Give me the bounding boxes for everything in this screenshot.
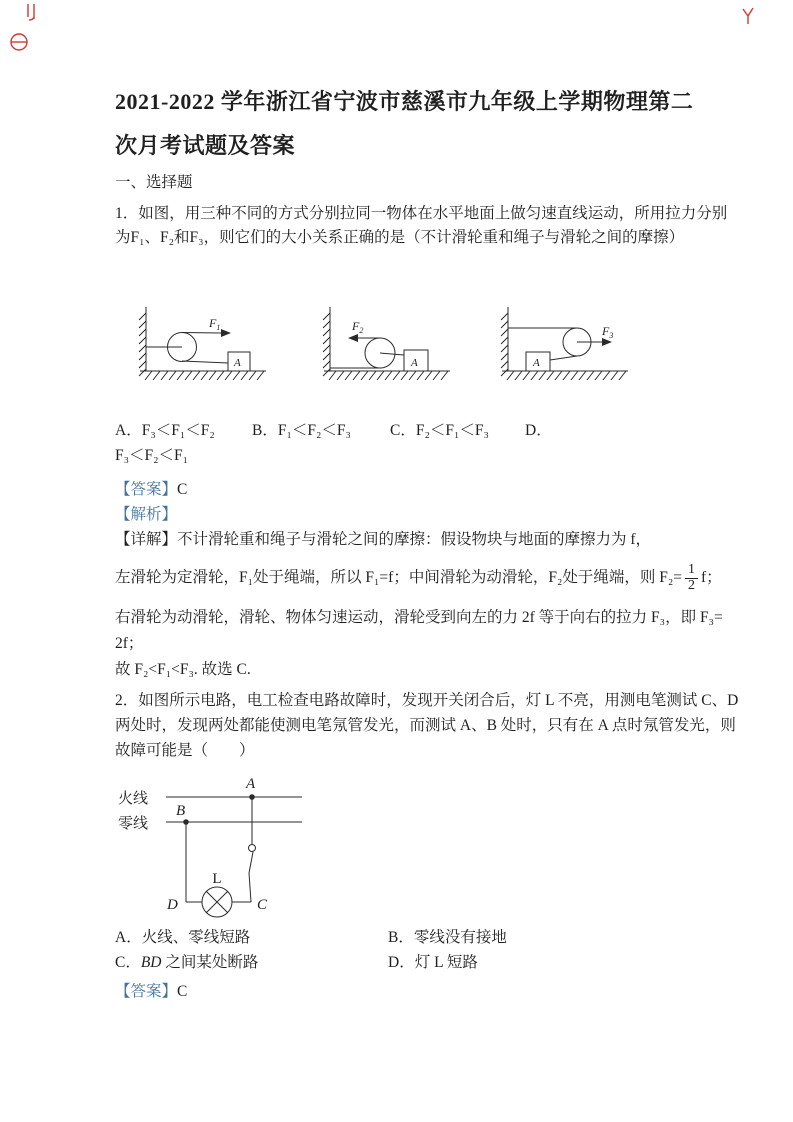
fraction-numerator: 1 (688, 561, 695, 577)
q1-detail-line5: 故 F₂<F₁<F₃. 故选 C. (115, 661, 251, 678)
point-c-label: C (257, 897, 268, 913)
q1-text-line2: 为F₁、F₂和F₃，则它们的大小关系正确的是（不计滑轮重和绳子与滑轮之间的摩擦） (115, 229, 685, 246)
q1-analysis-label: 【解析】 (115, 506, 178, 523)
ground (502, 371, 628, 380)
block-a-label: A (234, 357, 241, 369)
q1-diagram-movable-pulley-right (500, 303, 630, 385)
rope-bottom (182, 361, 228, 363)
q1-diagram-fixed-pulley (138, 303, 268, 385)
q1-text-line1: 1．如图，用三种不同的方式分别拉同一物体在水平地面上做匀速直线运动，所用拉力分别 (115, 205, 728, 222)
q1-detail-line2-pre: 左滑轮为定滑轮，F₁处于绳端，所以 F₁=f；中间滑轮为动滑轮，F₂处于绳端，则 F₂= (115, 569, 682, 586)
ground (324, 371, 450, 380)
q1-detail-line2-post: f； (701, 569, 722, 586)
page-title-line1: 2021-2022 学年浙江省宁波市慈溪市九年级上学期物理第二 (115, 89, 694, 114)
q2-text-line3: 故障可能是（ ） (115, 742, 255, 759)
q1-diagram-movable-pulley-left (322, 303, 452, 385)
answer-label: 【答案】 (115, 983, 178, 1000)
neutral-wire-label: 零线 (118, 816, 149, 832)
fraction-denominator: 2 (685, 578, 698, 594)
q2-circuit-diagram (112, 772, 312, 924)
point-a-label: A (246, 776, 256, 792)
fraction-one-half (685, 563, 698, 593)
q2-text-line2: 两处时，发现两处都能使测电笔氖管发光，而测试 A、B 处时，只有在 A 点时氖管发光，则 (115, 717, 736, 734)
q1-answer-value: C (177, 481, 188, 498)
q1-option-a: A．F₃＜F₁＜F₂ (115, 422, 215, 439)
q1-detail-line1: 【详解】不计滑轮重和绳子与滑轮之间的摩擦：假设物块与地面的摩擦力为 f， (115, 531, 652, 548)
ground (140, 371, 266, 380)
switch-blade (249, 852, 253, 873)
rope-top (182, 333, 221, 334)
block-a-label: A (411, 357, 418, 369)
q2-option-d: D．灯 L 短路 (388, 954, 478, 971)
rope-bottom (550, 356, 577, 360)
point-d-label: D (167, 897, 178, 913)
lamp-label: L (212, 871, 222, 887)
point-b-label: B (176, 803, 186, 819)
answer-label: 【答案】 (115, 481, 178, 498)
q1-answer-row (115, 480, 187, 500)
q2-option-c-bd: BD (140, 954, 162, 971)
q2-option-b: B．零线没有接地 (388, 929, 507, 946)
live-wire-label: 火线 (118, 791, 149, 807)
force-arrowhead (348, 334, 358, 342)
wall (139, 307, 146, 376)
q2-answer-row (115, 982, 187, 1002)
wall (501, 307, 508, 376)
red-watermark-fragment-left (8, 31, 30, 53)
red-watermark-fragment-top-right (740, 6, 756, 26)
q1-option-b: B．F₁＜F₂＜F₃ (252, 422, 351, 439)
q2-option-a: A．火线、零线短路 (115, 929, 251, 946)
section-heading: 一、选择题 (115, 174, 193, 191)
block-a-label: A (533, 357, 540, 369)
wire-switch-to-c (249, 873, 251, 902)
switch-pivot (249, 845, 256, 852)
force-arrowhead (221, 329, 231, 337)
q2-option-c-prefix: C． (115, 954, 141, 971)
force-label-f1: $F_1$ (209, 316, 221, 332)
q1-detail-line3: 右滑轮为动滑轮，滑轮、物体匀速运动，滑轮受到向左的力 2f 等于向右的拉力 F₃，即 F₃= (115, 609, 723, 626)
page-title-line2: 次月考试题及答案 (115, 133, 296, 158)
q1-detail-line4: 2f； (115, 635, 144, 652)
q2-text-line1: 2．如图所示电路，电工检查电路故障时，发现开关闭合后，灯 L 不亮，用测电笔测试 C、D (115, 692, 739, 709)
q1-option-d-continued: F₃＜F₂＜F₁ (115, 447, 189, 464)
q2-option-c-suffix: 之间某处断路 (161, 954, 259, 971)
force-label-f2: $F_2$ (352, 319, 364, 335)
q2-option-c (115, 953, 258, 973)
wall (323, 307, 330, 376)
force-label-f3: $F_3$ (602, 324, 614, 340)
q1-option-c: C．F₂＜F₁＜F₃ (390, 422, 489, 439)
q1-detail-line2 (115, 556, 722, 600)
q2-answer-value: C (177, 983, 188, 1000)
q1-option-d: D． (525, 422, 552, 439)
red-watermark-fragment-top-left (24, 2, 42, 22)
pulley (146, 333, 197, 362)
axle (380, 353, 404, 355)
